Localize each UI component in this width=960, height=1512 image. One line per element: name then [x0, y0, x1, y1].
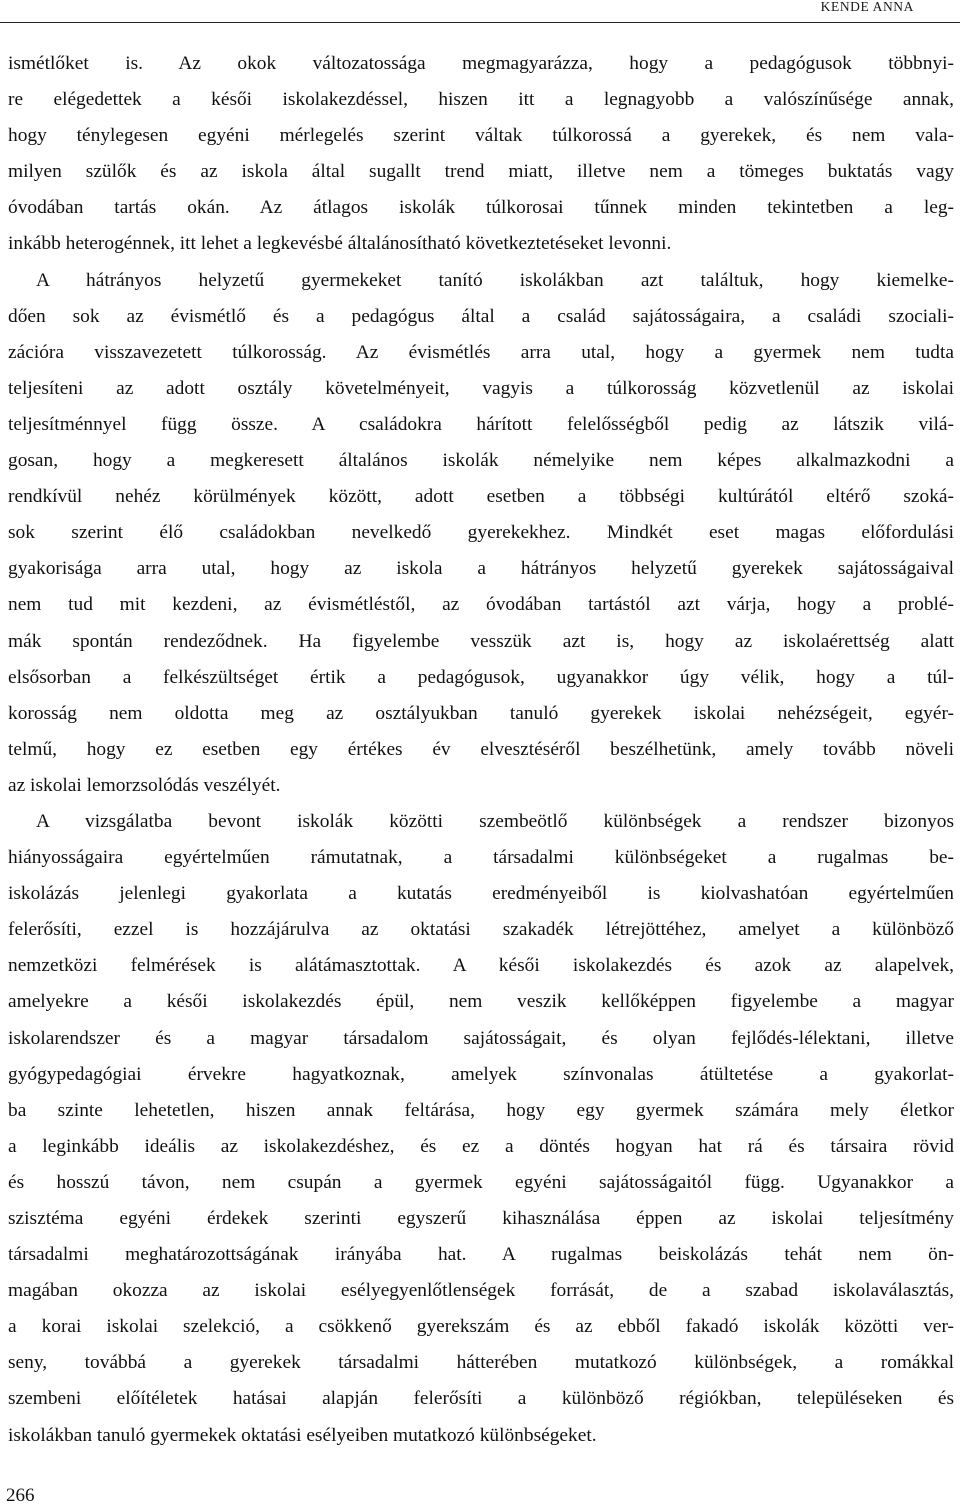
text-line: gyakorisága arra utal, hogy az iskola a hátrányos helyzetű gyerekek sajátosságaival — [8, 558, 954, 580]
text-line: nem tud mit kezdeni, az évismétléstől, az óvodában tartástól azt várja, hogy a problé- — [8, 594, 954, 616]
header-divider — [0, 22, 960, 23]
text-line: a korai iskolai szelekció, a csökkenő gyerekszám és az ebből fakadó iskolák közötti ver- — [8, 1316, 954, 1338]
text-line: elsősorban a felkészültséget értik a pedagógusok, ugyanakkor úgy vélik, hogy a túl- — [8, 666, 954, 688]
text-line: iskolákban tanuló gyermekek oktatási esélyeiben mutatkozó különbségeket. — [8, 1424, 597, 1446]
text-line: szisztéma egyéni érdekek szerinti egyszerű kihasználása éppen az iskolai teljesítmény — [8, 1208, 954, 1229]
page-number: 266 — [6, 1485, 35, 1506]
text-line: az iskolai lemorzsolódás veszélyét. — [8, 774, 281, 796]
text-line: szembeni előítéletek hatásai alapján felerősíti a különböző régiókban, településeken és — [8, 1388, 954, 1410]
text-line: zációra visszavezetett túlkorosság. Az évismétlés arra utal, hogy a gyermek nem tudta — [8, 341, 954, 363]
text-line: iskolarendszer és a magyar társadalom sajátosságait, és olyan fejlődés-lélektani, illetve — [8, 1027, 954, 1049]
text-line: mák spontán rendeződnek. Ha figyelembe vesszük azt is, hogy az iskolaérettség alatt — [8, 630, 954, 652]
text-line: inkább heterogénnek, itt lehet a legkevésbé általánosítható következtetéseket levonni. — [8, 233, 672, 255]
text-line: A vizsgálatba bevont iskolák közötti szembeötlő különbségek a rendszer bizonyos — [36, 810, 954, 832]
body-text — [8, 46, 954, 1454]
text-line: dően sok az évismétlő és a pedagógus által a család sajátosságaira, a családi szociali- — [8, 305, 954, 327]
text-line: re elégedettek a késői iskolakezdéssel, hiszen itt a legnagyobb a valószínűsége annak, — [8, 89, 954, 111]
text-line: ba szinte lehetetlen, hiszen annak feltárása, hogy egy gyermek számára mely életkor — [8, 1099, 954, 1121]
text-line: telmű, hogy ez esetben egy értékes év elvesztéséről beszélhetünk, amely tovább növeli — [8, 738, 954, 760]
text-line: magában okozza az iskolai esélyegyenlőtlenségek forrását, de a szabad iskolaválasztás, — [8, 1280, 954, 1302]
text-line: és hosszú távon, nem csupán a gyermek egyéni sajátosságaitól függ. Ugyanakkor a — [8, 1171, 954, 1193]
text-line: gyógypedagógiai érvekre hagyatkoznak, amelyek színvonalas átültetése a gyakorlat- — [8, 1063, 954, 1085]
text-line: társadalmi meghatározottságának irányába hat. A rugalmas beiskolázás tehát nem ön- — [8, 1244, 954, 1266]
text-line: korosság nem oldotta meg az osztályukban tanuló gyerekek iskolai nehézségeit, egyér- — [8, 702, 954, 724]
text-line: nemzetközi felmérések is alátámasztottak. A késői iskolakezdés és azok az alapelvek, — [8, 955, 954, 977]
text-line: hogy ténylegesen egyéni mérlegelés szerint váltak túlkorossá a gyerekek, és nem vala- — [8, 125, 954, 147]
text-line: iskolázás jelenlegi gyakorlata a kutatás eredményeiből is kiolvashatóan egyértelműen — [8, 883, 954, 905]
text-line: ismétlőket is. Az okok változatossága megmagyarázza, hogy a pedagógusok többnyi- — [8, 53, 954, 74]
text-line: seny, továbbá a gyerekek társadalmi hátterében mutatkozó különbségek, a romákkal — [8, 1352, 954, 1374]
text-line: teljesíteni az adott osztály követelményeit, vagyis a túlkorosság közvetlenül az iskolai — [8, 377, 954, 399]
text-line: gosan, hogy a megkeresett általános iskolák némelyike nem képes alkalmazkodni a — [8, 450, 954, 472]
text-line: rendkívül nehéz körülmények között, adott esetben a többségi kultúrától eltérő szoká- — [8, 486, 954, 508]
text-line: milyen szülők és az iskola által sugallt trend miatt, illetve nem a tömeges buktatás vagy — [8, 161, 954, 183]
text-line: felerősíti, ezzel is hozzájárulva az oktatási szakadék létrejöttéhez, amelyet a különböző — [8, 919, 954, 941]
text-line: teljesítménnyel függ össze. A családokra hárított felelősségből pedig az látszik vilá- — [8, 413, 954, 435]
text-line: óvodában tartás okán. Az átlagos iskolák túlkorosai tűnnek minden tekintetben a leg- — [8, 197, 954, 219]
text-line: hiányosságaira egyértelműen rámutatnak, a társadalmi különbségeket a rugalmas be- — [8, 847, 954, 869]
text-line: a leginkább ideális az iskolakezdéshez, és ez a döntés hogyan hat rá és társaira rövid — [8, 1135, 954, 1157]
text-line: sok szerint élő családokban nevelkedő gyerekekhez. Mindkét eset magas előfordulási — [8, 522, 954, 544]
text-line: amelyekre a késői iskolakezdés épül, nem veszik kellőképpen figyelembe a magyar — [8, 991, 954, 1013]
text-line: A hátrányos helyzetű gyermekeket tanító iskolákban azt találtuk, hogy kiemelke- — [36, 269, 954, 291]
running-header: KENDE ANNA — [820, 0, 914, 14]
